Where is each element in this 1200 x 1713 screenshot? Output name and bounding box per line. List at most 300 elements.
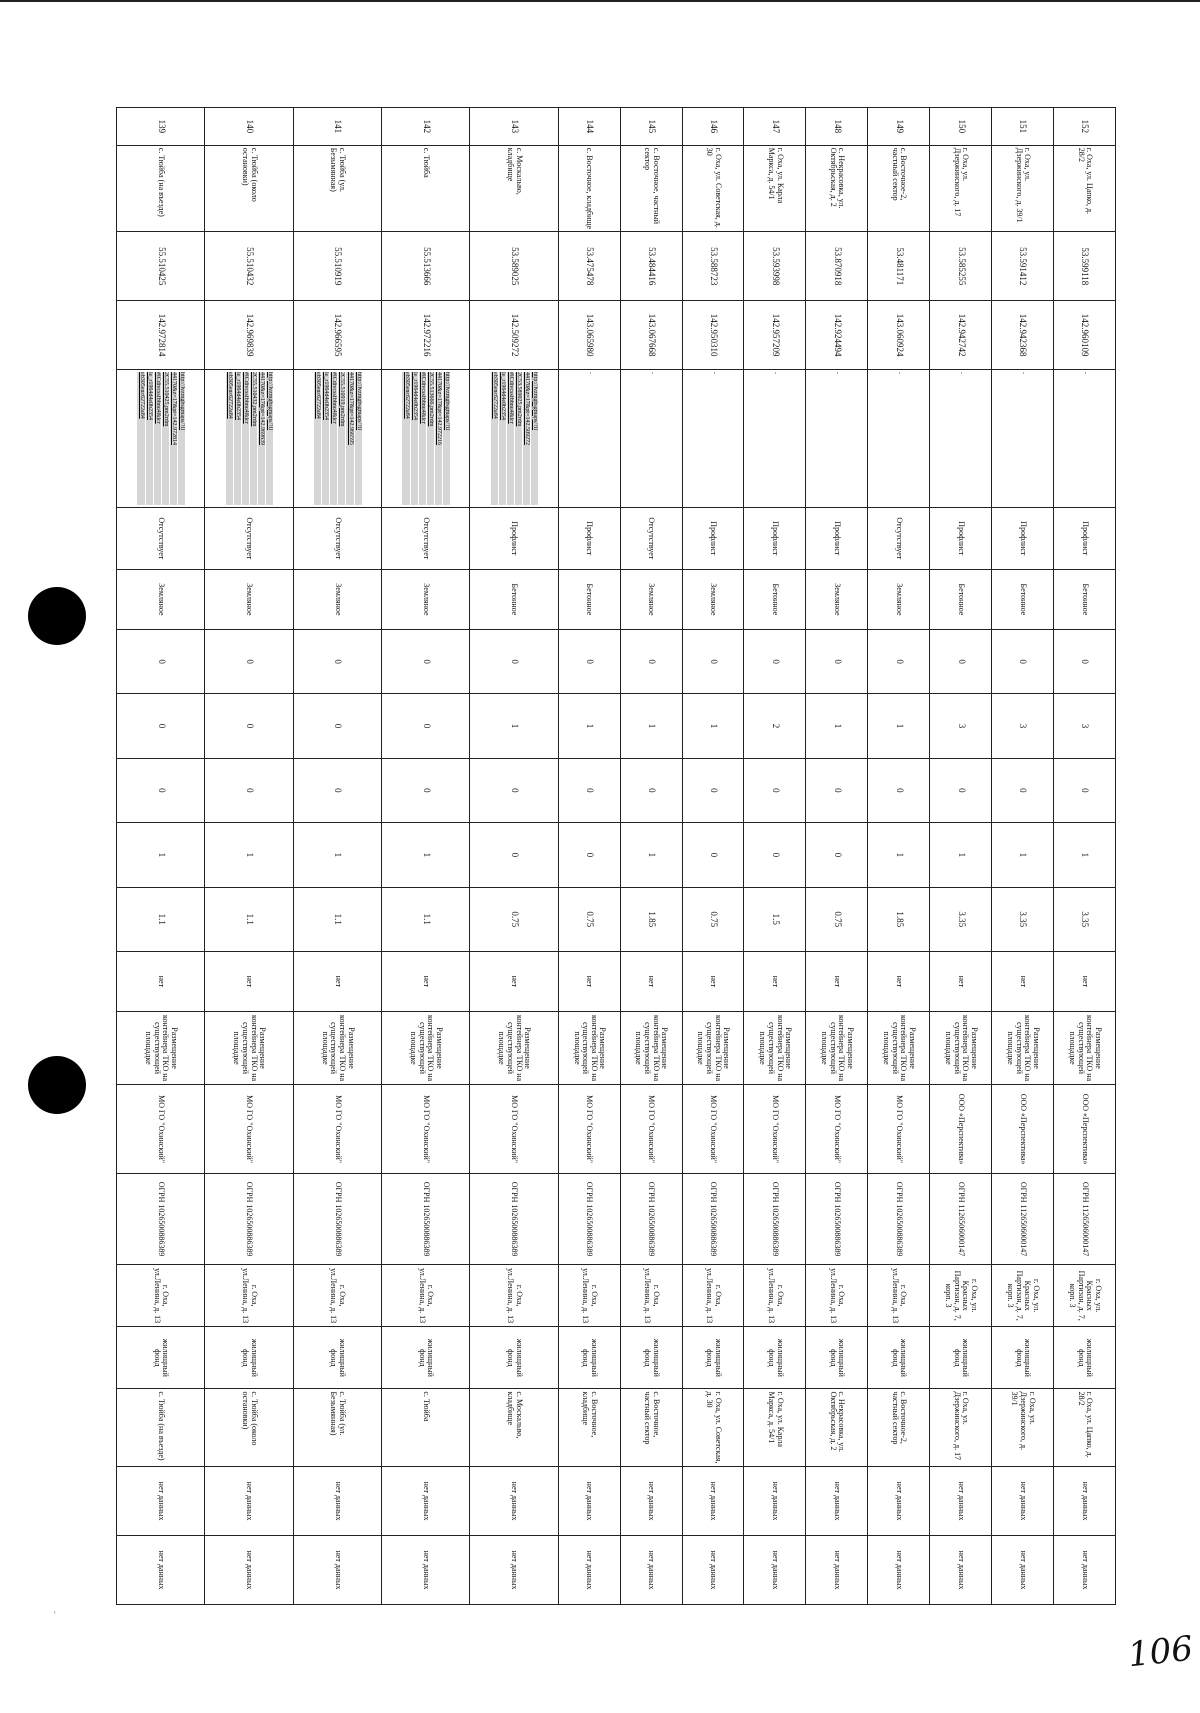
count-cell-a: 0 <box>117 629 205 693</box>
flag-cell: нет <box>293 951 381 1011</box>
map-link-cell[interactable] <box>293 370 381 508</box>
count-cell-b: 1 <box>682 694 744 758</box>
map-link-line[interactable]: #lCdivcssfbbnu4&lcr <box>242 372 249 505</box>
table-row <box>1054 108 1116 1605</box>
surface-cell: Бетонное <box>1054 569 1116 629</box>
surface-cell: Земляное <box>806 569 868 629</box>
category-cell: Размещение контейнера ТКО на существующей площадке <box>1054 1011 1116 1084</box>
count-cell-d: 0 <box>682 823 744 887</box>
table-row <box>205 108 293 1605</box>
ogrn-cell: ОГРН 1126506000147 <box>930 1174 992 1265</box>
ogrn-cell: ОГРН 1126506000147 <box>1054 1174 1116 1265</box>
longitude-cell: 143.060924 <box>868 301 930 370</box>
row-number: 147 <box>744 108 806 146</box>
data-cell-1: нет данных <box>205 1467 293 1536</box>
count-cell-d: 1 <box>868 823 930 887</box>
volume-cell: 1.85 <box>620 887 682 951</box>
top-edge-rule <box>0 0 1200 2</box>
count-cell-c: 0 <box>620 758 682 822</box>
owner-address-cell: г. Оха, ул.Ленина, д. 13 <box>744 1265 806 1327</box>
table-row <box>382 108 470 1605</box>
flag-cell: нет <box>682 951 744 1011</box>
count-cell-c: 0 <box>868 758 930 822</box>
map-link-line[interactable]: 2C55.510425,pm2rdm <box>162 372 169 505</box>
count-cell-a: 0 <box>558 629 620 693</box>
data-cell-2: нет данных <box>930 1536 992 1605</box>
count-cell-d: 1 <box>992 823 1054 887</box>
map-link-cell[interactable]: - <box>620 370 682 508</box>
data-cell-1: нет данных <box>682 1467 744 1536</box>
data-cell-2: нет данных <box>470 1536 558 1605</box>
row-number: 144 <box>558 108 620 146</box>
map-link-line[interactable]: le_r1964d4e0b2354 <box>411 372 418 505</box>
ogrn-cell: ОГРН 1026500886389 <box>744 1174 806 1265</box>
map-link-line[interactable]: eb305enc62722a84 <box>226 372 233 505</box>
map-link-cell[interactable]: - <box>682 370 744 508</box>
table-row <box>930 108 992 1605</box>
count-cell-d: 1 <box>620 823 682 887</box>
served-place-cell: с. Восточное-2, частный сектор <box>868 1389 930 1467</box>
fence-cell: Профлист <box>558 507 620 569</box>
latitude-cell: 55.510432 <box>205 232 293 301</box>
binder-hole-top <box>28 587 86 645</box>
register-table-frame <box>116 107 1116 1605</box>
longitude-cell: 143.067668 <box>620 301 682 370</box>
map-link-line[interactable]: 2C53.589025,pm2rdm <box>515 372 522 505</box>
count-cell-a: 0 <box>868 629 930 693</box>
map-link-line[interactable]: #lCdivcssfbbnu4&lcr <box>330 372 337 505</box>
data-cell-2: нет данных <box>682 1536 744 1605</box>
source-cell: жилищный фонд <box>682 1327 744 1389</box>
volume-cell: 0.75 <box>806 887 868 951</box>
latitude-cell: 55.510425 <box>117 232 205 301</box>
location-cell: с. Восточное, кладбище <box>558 145 620 232</box>
count-cell-c: 0 <box>470 758 558 822</box>
surface-cell: Земляное <box>293 569 381 629</box>
owner-address-cell: г. Оха, ул.Ленина, д. 13 <box>558 1265 620 1327</box>
surface-cell: Земляное <box>620 569 682 629</box>
map-link-line[interactable]: le_r1964d4e0b2354 <box>146 372 153 505</box>
count-cell-c: 0 <box>117 758 205 822</box>
data-cell-2: нет данных <box>382 1536 470 1605</box>
count-cell-c: 0 <box>293 758 381 822</box>
table-row <box>868 108 930 1605</box>
table-row <box>117 108 205 1605</box>
fence-cell: Профлист <box>470 507 558 569</box>
map-link-line[interactable]: http://lvzmgbsgmaps/?ll <box>443 372 450 505</box>
count-cell-c: 0 <box>1054 758 1116 822</box>
flag-cell: нет <box>744 951 806 1011</box>
table-row <box>558 108 620 1605</box>
map-link-line[interactable]: 44170&z=17&pt=142.972814 <box>170 372 177 505</box>
count-cell-d: 1 <box>382 823 470 887</box>
row-number: 152 <box>1054 108 1116 146</box>
data-cell-1: нет данных <box>382 1467 470 1536</box>
row-number: 143 <box>470 108 558 146</box>
flag-cell: нет <box>868 951 930 1011</box>
served-place-cell: г. Оха, ул. Советская, д. 30 <box>682 1389 744 1467</box>
map-link-line[interactable]: #lCdivcssfbbnu4&lcr <box>419 372 426 505</box>
data-cell-2: нет данных <box>293 1536 381 1605</box>
ogrn-cell: ОГРН 1026500886389 <box>293 1174 381 1265</box>
count-cell-d: 1 <box>1054 823 1116 887</box>
volume-cell: 0.75 <box>470 887 558 951</box>
category-cell: Размещение контейнера ТКО на существующей площадке <box>205 1011 293 1084</box>
fence-cell: Отсутствует <box>205 507 293 569</box>
flag-cell: нет <box>470 951 558 1011</box>
count-cell-a: 0 <box>744 629 806 693</box>
longitude-cell: 142.950310 <box>682 301 744 370</box>
owner-address-cell: г. Оха, ул.Ленина, д. 13 <box>470 1265 558 1327</box>
data-cell-2: нет данных <box>117 1536 205 1605</box>
longitude-cell: 142.969839 <box>205 301 293 370</box>
map-link-line[interactable]: http://lvzmgbsgmaps/?ll <box>531 372 538 505</box>
volume-cell: 1.1 <box>117 887 205 951</box>
map-link-line[interactable]: le_r1964d4e0b2354 <box>499 372 506 505</box>
count-cell-b: 3 <box>992 694 1054 758</box>
owner-cell: МО ГО "Охинский" <box>117 1085 205 1174</box>
map-link-line[interactable]: eb305enc62722a84 <box>138 372 145 505</box>
longitude-cell: 142.509272 <box>470 301 558 370</box>
flag-cell: нет <box>205 951 293 1011</box>
count-cell-b: 1 <box>558 694 620 758</box>
category-cell: Размещение контейнера ТКО на существующей площадке <box>992 1011 1054 1084</box>
count-cell-b: 0 <box>293 694 381 758</box>
owner-cell: МО ГО "Охинский" <box>682 1085 744 1174</box>
surface-cell: Земляное <box>382 569 470 629</box>
ogrn-cell: ОГРН 1026500886389 <box>470 1174 558 1265</box>
fence-cell: Профлист <box>930 507 992 569</box>
map-link-line[interactable]: le_r1964d4e0b2354 <box>234 372 241 505</box>
flag-cell: нет <box>117 951 205 1011</box>
row-number: 142 <box>382 108 470 146</box>
category-cell: Размещение контейнера ТКО на существующей площадке <box>117 1011 205 1084</box>
owner-address-cell: г. Оха, ул.Ленина, д. 13 <box>293 1265 381 1327</box>
owner-address-cell: г. Оха, ул. Красных Партизан, д. 7, корп. 3 <box>992 1265 1054 1327</box>
map-link-line[interactable]: http://lvzmgbsgmaps/?ll <box>355 372 362 505</box>
count-cell-a: 0 <box>930 629 992 693</box>
data-cell-2: нет данных <box>1054 1536 1116 1605</box>
served-place-cell: с. Тюйба (ул. Безымянная) <box>293 1389 381 1467</box>
map-link-line[interactable]: eb305enc62722a84 <box>491 372 498 505</box>
latitude-cell: 53.481171 <box>868 232 930 301</box>
count-cell-d: 1 <box>205 823 293 887</box>
map-link-line[interactable]: 44170&z=17&pt=142.509272 <box>523 372 530 505</box>
ogrn-cell: ОГРН 1026500886389 <box>205 1174 293 1265</box>
handwritten-page-number: 106 <box>1126 1628 1195 1676</box>
count-cell-c: 0 <box>930 758 992 822</box>
count-cell-b: 1 <box>868 694 930 758</box>
owner-address-cell: г. Оха, ул.Ленина, д. 13 <box>205 1265 293 1327</box>
category-cell: Размещение контейнера ТКО на существующей площадке <box>470 1011 558 1084</box>
count-cell-a: 0 <box>382 629 470 693</box>
count-cell-b: 1 <box>806 694 868 758</box>
longitude-cell: 142.972814 <box>117 301 205 370</box>
longitude-cell: 143.065980 <box>558 301 620 370</box>
map-link-cell[interactable]: - <box>806 370 868 508</box>
map-link-line[interactable]: http://lvzmgbsgmaps/?ll <box>178 372 185 505</box>
latitude-cell: 53.870918 <box>806 232 868 301</box>
count-cell-d: 0 <box>558 823 620 887</box>
map-link-line[interactable]: #lCdivcssfbbnu4&lcr <box>154 372 161 505</box>
ogrn-cell: ОГРН 1026500886389 <box>682 1174 744 1265</box>
count-cell-d: 1 <box>117 823 205 887</box>
location-cell: с. Москальво, кладбище <box>470 145 558 232</box>
surface-cell: Земляное <box>868 569 930 629</box>
data-cell-2: нет данных <box>205 1536 293 1605</box>
map-link-line[interactable]: 44170&z=17&pt=142.972216 <box>435 372 442 505</box>
flag-cell: нет <box>992 951 1054 1011</box>
served-place-cell: с. Восточное, частный сектор <box>620 1389 682 1467</box>
data-cell-1: нет данных <box>806 1467 868 1536</box>
category-cell: Размещение контейнера ТКО на существующей площадке <box>930 1011 992 1084</box>
owner-cell: МО ГО "Охинский" <box>806 1085 868 1174</box>
count-cell-a: 0 <box>620 629 682 693</box>
owner-address-cell: г. Оха, ул.Ленина, д. 13 <box>682 1265 744 1327</box>
count-cell-b: 0 <box>205 694 293 758</box>
map-link-cell[interactable]: - <box>992 370 1054 508</box>
source-cell: жилищный фонд <box>558 1327 620 1389</box>
count-cell-c: 0 <box>205 758 293 822</box>
location-cell: с. Тюйба (около остановки) <box>205 145 293 232</box>
owner-cell: ООО «Перспектива» <box>1054 1085 1116 1174</box>
map-link-cell[interactable] <box>117 370 205 508</box>
source-cell: жилищный фонд <box>620 1327 682 1389</box>
ogrn-cell: ОГРН 1026500886389 <box>558 1174 620 1265</box>
source-cell: жилищный фонд <box>1054 1327 1116 1389</box>
binder-hole-bottom <box>28 1056 86 1114</box>
table-row <box>682 108 744 1605</box>
owner-cell: МО ГО "Охинский" <box>470 1085 558 1174</box>
category-cell: Размещение контейнера ТКО на существующей площадке <box>558 1011 620 1084</box>
data-cell-1: нет данных <box>558 1467 620 1536</box>
latitude-cell: 55.513666 <box>382 232 470 301</box>
map-link-line[interactable]: eb305enc62722a84 <box>403 372 410 505</box>
latitude-cell: 53.591412 <box>992 232 1054 301</box>
served-place-cell: г. Оха, ул. Карла Маркса, д. 54/1 <box>744 1389 806 1467</box>
owner-cell: МО ГО "Охинский" <box>744 1085 806 1174</box>
map-link-line[interactable]: eb305enc62722a84 <box>314 372 321 505</box>
data-cell-1: нет данных <box>470 1467 558 1536</box>
data-cell-2: нет данных <box>806 1536 868 1605</box>
location-cell: г. Оха, ул. Карла Маркса, д. 54/1 <box>744 145 806 232</box>
location-cell: с. Восточное, частный сектор <box>620 145 682 232</box>
flag-cell: нет <box>806 951 868 1011</box>
owner-address-cell: г. Оха, ул.Ленина, д. 13 <box>117 1265 205 1327</box>
ogrn-cell: ОГРН 1026500886389 <box>382 1174 470 1265</box>
owner-cell: МО ГО "Охинский" <box>868 1085 930 1174</box>
table-row <box>293 108 381 1605</box>
latitude-cell: 53.589025 <box>470 232 558 301</box>
count-cell-b: 1 <box>470 694 558 758</box>
data-cell-1: нет данных <box>744 1467 806 1536</box>
count-cell-d: 0 <box>744 823 806 887</box>
surface-cell: Земляное <box>205 569 293 629</box>
surface-cell: Бетонное <box>470 569 558 629</box>
fence-cell: Профлист <box>992 507 1054 569</box>
map-link-line[interactable]: http://lvzmgbsgmaps/?ll <box>266 372 273 505</box>
data-cell-2: нет данных <box>744 1536 806 1605</box>
volume-cell: 1.5 <box>744 887 806 951</box>
count-cell-a: 0 <box>992 629 1054 693</box>
row-number: 140 <box>205 108 293 146</box>
owner-address-cell: г. Оха, ул.Ленина, д. 13 <box>382 1265 470 1327</box>
surface-cell: Бетонное <box>744 569 806 629</box>
served-place-cell: с. Тюйба <box>382 1389 470 1467</box>
volume-cell: 1.85 <box>868 887 930 951</box>
volume-cell: 1.1 <box>293 887 381 951</box>
served-place-cell: с. Некрасовка, ул. Октябрьская, д. 2 <box>806 1389 868 1467</box>
rotated-table-wrapper <box>116 107 1116 1605</box>
fence-cell: Профлист <box>744 507 806 569</box>
data-cell-2: нет данных <box>992 1536 1054 1605</box>
flag-cell: нет <box>620 951 682 1011</box>
owner-address-cell: г. Оха, ул.Ленина, д. 13 <box>868 1265 930 1327</box>
table-body <box>117 108 1116 1605</box>
owner-address-cell: г. Оха, ул.Ленина, д. 13 <box>620 1265 682 1327</box>
fence-cell: Профлист <box>806 507 868 569</box>
source-cell: жилищный фонд <box>744 1327 806 1389</box>
source-cell: жилищный фонд <box>382 1327 470 1389</box>
count-cell-d: 0 <box>806 823 868 887</box>
category-cell: Размещение контейнера ТКО на существующей площадке <box>744 1011 806 1084</box>
map-link-cell[interactable]: - <box>868 370 930 508</box>
fence-cell: Отсутствует <box>868 507 930 569</box>
flag-cell: нет <box>930 951 992 1011</box>
category-cell: Размещение контейнера ТКО на существующей площадке <box>382 1011 470 1084</box>
owner-address-cell: г. Оха, ул. Красных Партизан, д. 7, корп. 3 <box>1054 1265 1116 1327</box>
map-link-line[interactable]: 2C55.510919,pm2rdm <box>338 372 345 505</box>
location-cell: с. Некрасовка, ул. Октябрьская, д. 2 <box>806 145 868 232</box>
volume-cell: 3.35 <box>930 887 992 951</box>
count-cell-b: 1 <box>620 694 682 758</box>
surface-cell: Земляное <box>682 569 744 629</box>
owner-cell: МО ГО "Охинский" <box>205 1085 293 1174</box>
count-cell-b: 3 <box>1054 694 1116 758</box>
count-cell-a: 0 <box>682 629 744 693</box>
count-cell-a: 0 <box>806 629 868 693</box>
data-cell-1: нет данных <box>868 1467 930 1536</box>
latitude-cell: 53.475478 <box>558 232 620 301</box>
table-row <box>806 108 868 1605</box>
category-cell: Размещение контейнера ТКО на существующей площадке <box>293 1011 381 1084</box>
fence-cell: Отсутствует <box>117 507 205 569</box>
map-link-cell[interactable]: - <box>930 370 992 508</box>
count-cell-a: 0 <box>205 629 293 693</box>
latitude-cell: 55.510919 <box>293 232 381 301</box>
map-link-cell[interactable] <box>205 370 293 508</box>
count-cell-c: 0 <box>744 758 806 822</box>
count-cell-a: 0 <box>293 629 381 693</box>
source-cell: жилищный фонд <box>868 1327 930 1389</box>
count-cell-d: 0 <box>470 823 558 887</box>
longitude-cell: 142.972216 <box>382 301 470 370</box>
row-number: 149 <box>868 108 930 146</box>
served-place-cell: г. Оха, ул. Дзержинского, д. 17 <box>930 1389 992 1467</box>
owner-cell: МО ГО "Охинский" <box>293 1085 381 1174</box>
category-cell: Размещение контейнера ТКО на существующей площадке <box>682 1011 744 1084</box>
owner-cell: ООО «Перспектива» <box>992 1085 1054 1174</box>
volume-cell: 1.1 <box>382 887 470 951</box>
latitude-cell: 53.593998 <box>744 232 806 301</box>
container-sites-table <box>116 107 1116 1605</box>
source-cell: жилищный фонд <box>293 1327 381 1389</box>
volume-cell: 3.35 <box>992 887 1054 951</box>
served-place-cell: г. Оха, ул. Цапко, д. 28/2 <box>1054 1389 1116 1467</box>
map-link-cell[interactable]: - <box>744 370 806 508</box>
longitude-cell: 142.957209 <box>744 301 806 370</box>
scan-mark: ' <box>54 1610 56 1620</box>
volume-cell: 1.1 <box>205 887 293 951</box>
longitude-cell: 142.942742 <box>930 301 992 370</box>
row-number: 151 <box>992 108 1054 146</box>
count-cell-c: 0 <box>382 758 470 822</box>
source-cell: жилищный фонд <box>806 1327 868 1389</box>
data-cell-2: нет данных <box>558 1536 620 1605</box>
latitude-cell: 53.585255 <box>930 232 992 301</box>
map-link-line[interactable]: 44170&z=17&pt=142.969839 <box>258 372 265 505</box>
data-cell-2: нет данных <box>868 1536 930 1605</box>
served-place-cell: с. Москальво, кладбище <box>470 1389 558 1467</box>
map-link-cell[interactable]: - <box>1054 370 1116 508</box>
location-cell: с. Восточное-2, частный сектор <box>868 145 930 232</box>
surface-cell: Бетонное <box>992 569 1054 629</box>
owner-address-cell: г. Оха, ул.Ленина, д. 13 <box>806 1265 868 1327</box>
count-cell-b: 2 <box>744 694 806 758</box>
map-link-line[interactable]: #lCdivcssfbbnu4&lcr <box>507 372 514 505</box>
source-cell: жилищный фонд <box>205 1327 293 1389</box>
data-cell-1: нет данных <box>992 1467 1054 1536</box>
data-cell-1: нет данных <box>930 1467 992 1536</box>
location-cell: г. Оха, ул. Цапко, д. 28/2 <box>1054 145 1116 232</box>
latitude-cell: 53.484416 <box>620 232 682 301</box>
row-number: 141 <box>293 108 381 146</box>
map-link-cell[interactable] <box>382 370 470 508</box>
map-link-line[interactable]: 2C55.510432,pm2rdm <box>250 372 257 505</box>
data-cell-1: нет данных <box>117 1467 205 1536</box>
table-row <box>470 108 558 1605</box>
location-cell: с. Тюйба (на въезде) <box>117 145 205 232</box>
map-link-line[interactable]: le_r1964d4e0b2354 <box>322 372 329 505</box>
source-cell: жилищный фонд <box>470 1327 558 1389</box>
volume-cell: 0.75 <box>558 887 620 951</box>
longitude-cell: 142.960109 <box>1054 301 1116 370</box>
owner-cell: МО ГО "Охинский" <box>382 1085 470 1174</box>
ogrn-cell: ОГРН 1026500886389 <box>117 1174 205 1265</box>
data-cell-1: нет данных <box>620 1467 682 1536</box>
map-link-cell[interactable]: - <box>558 370 620 508</box>
flag-cell: нет <box>558 951 620 1011</box>
source-cell: жилищный фонд <box>930 1327 992 1389</box>
served-place-cell: с. Восточное, кладбище <box>558 1389 620 1467</box>
map-link-cell[interactable] <box>470 370 558 508</box>
count-cell-d: 1 <box>293 823 381 887</box>
map-link-line[interactable]: 2C55.513666,pm2rdm <box>427 372 434 505</box>
data-cell-1: нет данных <box>1054 1467 1116 1536</box>
map-link-line[interactable]: 44170&z=17&pt=142.966595 <box>347 372 354 505</box>
surface-cell: Бетонное <box>930 569 992 629</box>
longitude-cell: 142.942368 <box>992 301 1054 370</box>
latitude-cell: 53.588723 <box>682 232 744 301</box>
count-cell-c: 0 <box>682 758 744 822</box>
data-cell-2: нет данных <box>620 1536 682 1605</box>
longitude-cell: 142.966595 <box>293 301 381 370</box>
flag-cell: нет <box>382 951 470 1011</box>
count-cell-b: 0 <box>117 694 205 758</box>
fence-cell: Отсутствует <box>620 507 682 569</box>
count-cell-a: 0 <box>470 629 558 693</box>
count-cell-b: 0 <box>382 694 470 758</box>
